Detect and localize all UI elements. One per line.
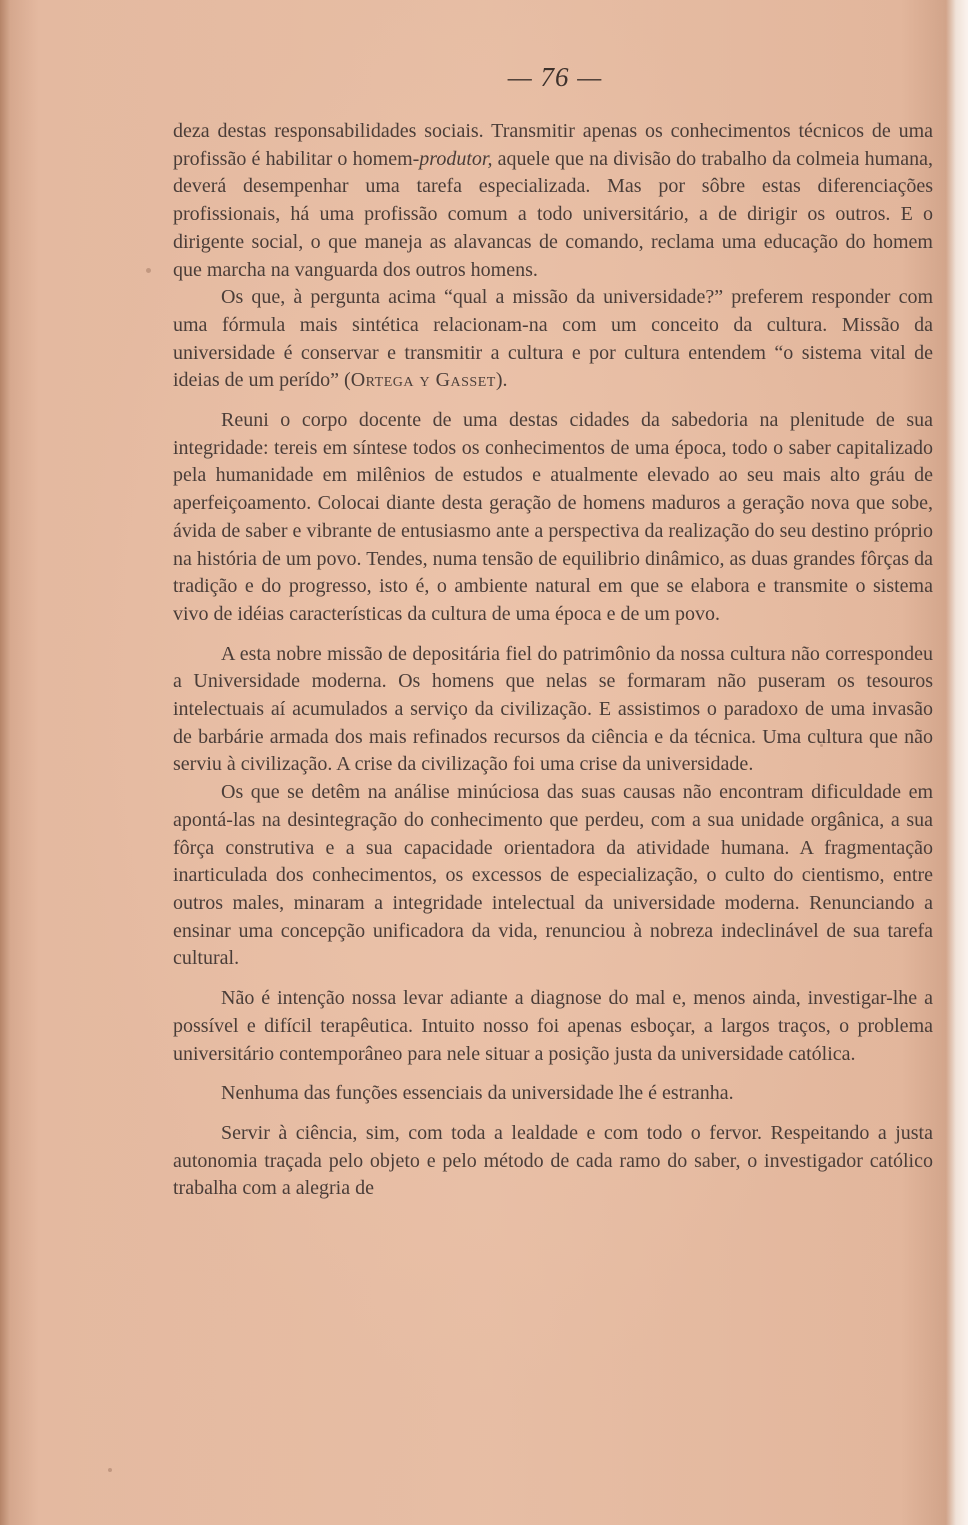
- text-segment: Os que, à pergunta acima “qual a missão da universidade?” preferem responder com uma fórmula mais sintética relacionam-na com um conceito da cultura. Missão da universidade é conservar e transmitir a cultura e por cultura entendem “o sistema vital de ideias de um perído” (: [173, 286, 933, 392]
- paragraph: [173, 985, 933, 1068]
- body-text: [173, 118, 933, 1203]
- page-number: — 76 —: [507, 62, 603, 92]
- paragraph: [173, 407, 933, 629]
- text-segment: aquele que na divisão do trabalho da colmeia humana, deverá desempenhar uma tarefa especializada. Mas por sôbre estas diferenciações profissionais, há uma profissão comum a todo universitário, a de dirigir os outros. E o dirigente social, o que maneja as alavancas de comando, reclama uma educação do homem que marcha na vanguarda dos outros homens.: [173, 147, 933, 281]
- text-segment: Nenhuma das funções essenciais da universidade lhe é estranha.: [221, 1082, 734, 1105]
- paragraph: [173, 118, 933, 284]
- paragraph: [173, 641, 933, 780]
- text-segment: deza destas responsabilidades sociais. Transmitir apenas os conhecimentos técnicos de uma profissão é habilitar o homem-: [173, 120, 933, 170]
- paper-speck: [108, 1468, 112, 1472]
- paper-speck: [146, 268, 151, 273]
- text-segment: A esta nobre missão de depositária fiel do patrimônio da nossa cultura não correspondeu a Universidade moderna. Os homens que nelas se formaram não puseram os tesouros intelectuais aí acumulados a serviço da civilização. E assistimos o paradoxo de uma invasão de barbárie armada dos mais refinados recursos da ciência e da técnica. Uma cultura que não serviu à civilização. A crise da civilização foi uma crise da universidade.: [173, 642, 933, 776]
- page-left-edge: [0, 0, 10, 1525]
- text-segment: Servir à ciência, sim, com toda a lealdade e com todo o fervor. Respeitando a justa autonomia traçada pelo objeto e pelo método de cada ramo do saber, o investigador católico trabalha com a alegria de: [173, 1121, 933, 1200]
- text-segment: Os que se detêm na análise minúciosa das suas causas não encontram dificuldade em apontá-las na desintegração do conhecimento que perdeu, com a sua unidade orgânica, a sua fôrça construtiva e a sua capacidade orientadora da atividade humana. A fragmentação inarticulada dos conhecimentos, os excessos de especialização, o culto do cientismo, entre outros males, minaram a integridade intelectual da universidade moderna. Renunciando a ensinar uma concepção unificadora da vida, renunciou à nobreza indeclinável de sua tarefa cultural.: [173, 781, 933, 970]
- page-right-edge: [946, 0, 968, 1525]
- text-segment-italic: produtor,: [419, 147, 493, 170]
- text-segment: Não é intenção nossa levar adiante a diagnose do mal e, menos ainda, investigar-lhe a possível e difícil terapêutica. Intuito nosso foi apenas esboçar, a largos traços, o problema universitário contemporâneo para nele situar a posição justa da universidade católica.: [173, 987, 933, 1065]
- paragraph: [173, 1120, 933, 1203]
- text-segment: ).: [495, 369, 508, 392]
- text-segment: Reuni o corpo docente de uma destas cidades da sabedoria na plenitude de sua integridade: tereis em síntese todos os conhecimentos de uma época, todo o saber capitalizado pela humanidade em milênios de estudos e atualmente elevado ao seu mais alto gráu de aperfeiçoamento. Colocai diante desta geração de homens maduros a geração nova que sobe, ávida de saber e vibrante de entusiasmo ante a perspectiva da realização do seu destino próprio na história de um povo. Tendes, numa tensão de equilibrio dinâmico, as duas grandes fôrças da tradição e do progresso, isto é, o ambiente natural em que se elabora e transmite o sistema vivo de idéias características da cultura de uma época e de um povo.: [173, 409, 933, 625]
- author-name: Ortega y Gasset: [350, 369, 496, 392]
- paragraph: [173, 1080, 933, 1108]
- paragraph: [173, 779, 933, 973]
- paragraph: [173, 284, 933, 395]
